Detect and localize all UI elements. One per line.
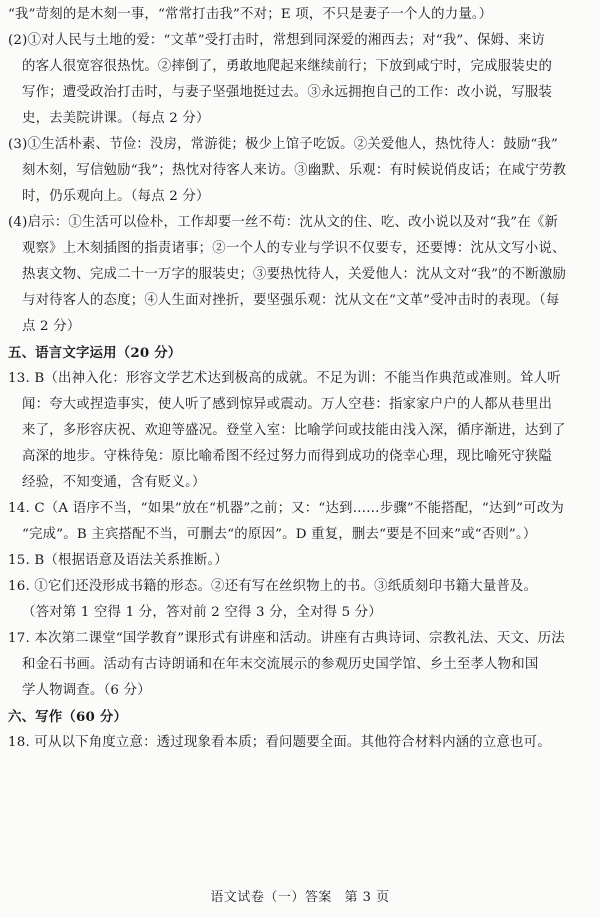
answer-line: (3)①生活朴素、节俭：没房，常游徙；极少上馆子吃饭。②关爱他人，热忱待人：鼓励“我” xyxy=(8,137,559,152)
answer-line: 15. B（根据语意及语法关系推断。） xyxy=(8,553,228,568)
answer-line: 13. B（出神入化：形容文学艺术达到极高的成就。不足为训：不能当作典范或准则。耸人听 xyxy=(8,371,561,386)
answer-line: 和金石书画。活动有古诗朗诵和在年末交流展示的参观历史国学馆、乡土至孝人物和国 xyxy=(22,657,539,672)
answer-line: 史，去美院讲课。（每点 2 分） xyxy=(22,111,210,126)
answer-line: 与对待客人的态度；④人生面对挫折，要坚强乐观：沈从文在“文革”受冲击时的表现。（每 xyxy=(22,293,560,308)
answer-line: 的客人很宽容很热忱。②摔倒了，勇敢地爬起来继续前行；下放到咸宁时，完成服装史的 xyxy=(22,59,553,74)
answer-line: 经验，不知变通，含有贬义。） xyxy=(22,475,206,490)
answer-line: 18. 可从以下角度立意：透过现象看本质；看问题要全面。其他符合材料内涵的立意也可。 xyxy=(8,735,551,750)
answer-line: （答对第 1 空得 1 分，答对前 2 空得 3 分，全对得 5 分） xyxy=(22,605,382,620)
answer-line: 17. 本次第二课堂“国学教育”课形式有讲座和活动。讲座有古典诗词、宗教礼法、天文、历法 xyxy=(8,631,565,646)
answer-line: 高深的地步。守株待兔：原比喻希图不经过努力而得到成功的侥幸心理，现比喻死守狭隘 xyxy=(22,449,553,464)
answer-line: 点 2 分） xyxy=(22,319,81,334)
answer-line: 时，仍乐观向上。（每点 2 分） xyxy=(22,189,210,204)
answer-line: 刻木刻，写信勉励“我”；热忱对待客人来访。③幽默、乐观：有时候说俏皮话；在咸宁劳教 xyxy=(22,163,567,178)
answer-line: 观察》上木刻插图的指责诸事；②一个人的专业与学识不仅要专，还要博：沈从文写小说、 xyxy=(22,241,566,256)
page-footer xyxy=(0,886,600,905)
answer-line: (2)①对人民与土地的爱：“文革”受打击时，常想到同深爱的湘西去；对“我”、保姆、来访 xyxy=(8,33,546,48)
answer-line: 写作；遭受政治打击时，与妻子坚强地挺过去。③永远拥抱自己的工作：改小说，写服装 xyxy=(22,85,553,100)
footer-page-number: 第 3 页 xyxy=(344,890,390,905)
answer-line: “我”苛刻的是木刻一事，“常常打击我”不对；E 项，不只是妻子一个人的力量。） xyxy=(8,7,493,22)
answer-line: “完成”。B 主宾搭配不当，可删去“的原因”。D 重复，删去“要是不回来”或“否则”。） xyxy=(22,527,537,542)
answer-line: 14. C（A 语序不当，“如果”放在“机器”之前；又：“达到……步骤”不能搭配，“达到”可改为 xyxy=(8,501,564,516)
section-heading: 五、语言文字运用（20 分） xyxy=(8,345,182,361)
answer-line: 来了，多形容庆祝、欢迎等盛况。登堂入室：比喻学问或技能由浅入深，循序渐进，达到了 xyxy=(22,423,566,438)
answer-line: (4)启示：①生活可以俭朴，工作却要一丝不苟：沈从文的住、吃、改小说以及对“我”在《新 xyxy=(8,215,559,230)
section-heading: 六、写作（60 分） xyxy=(8,709,128,725)
answer-line: 学人物调查。（6 分） xyxy=(22,683,151,698)
answer-content xyxy=(8,2,592,756)
answer-line: 闻：夸大或捏造事实，使人听了感到惊异或震动。万人空巷：指家家户户的人都从巷里出 xyxy=(22,397,553,412)
answer-line: 热衷文物、完成二十一万字的服装史；③要热忱待人，关爱他人：沈从文对“我”的不断激励 xyxy=(22,267,567,282)
footer-title: 语文试卷（一）答案 xyxy=(210,890,332,905)
answer-line: 16. ①它们还没形成书籍的形态。②还有写在丝织物上的书。③纸质刻印书籍大量普及。 xyxy=(8,579,538,594)
